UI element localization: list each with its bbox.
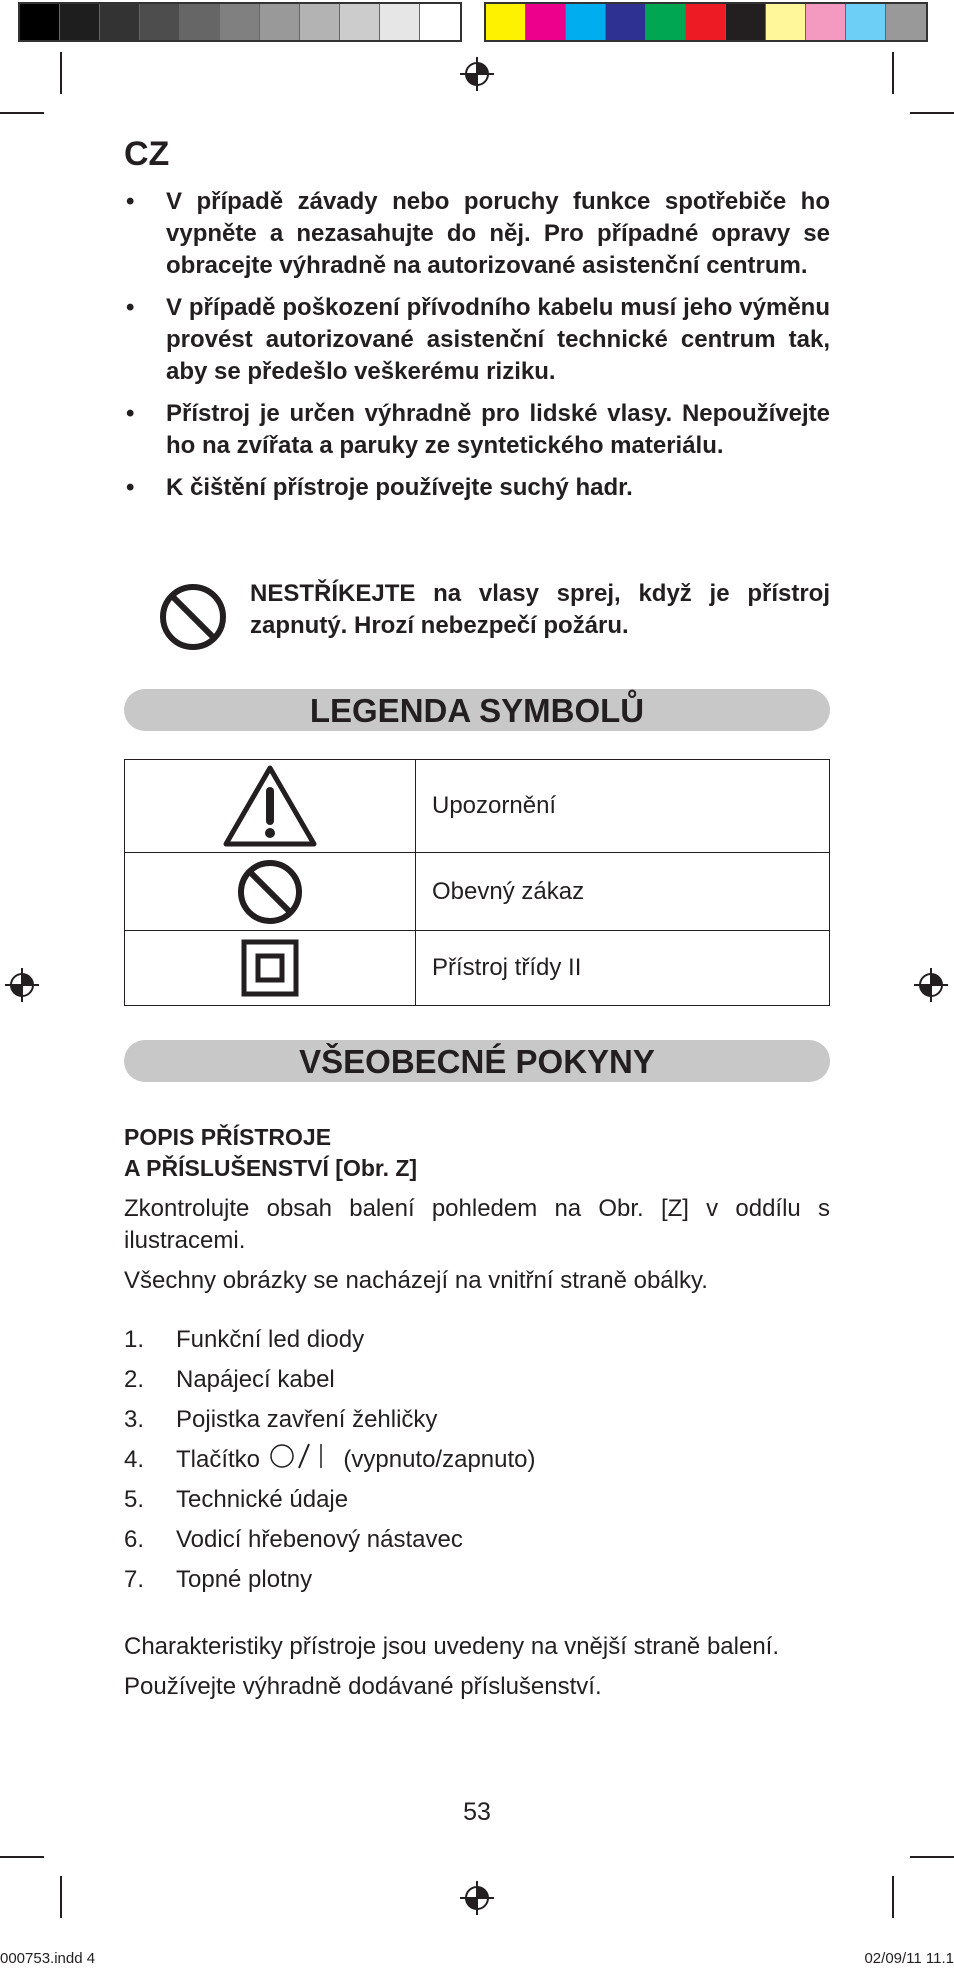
color-swatch — [220, 4, 260, 40]
color-swatch — [340, 4, 380, 40]
color-swatch — [60, 4, 100, 40]
list-item: • V případě závady nebo poruchy funkce spotřebiče ho vypněte a nezasahujte do něj. Pro případné opravy se obracejte výhradně na autorizované asistenční centrum. — [124, 186, 830, 282]
symbol-cell — [125, 760, 416, 853]
list-text: Pojistka zavření žehličky — [176, 1406, 438, 1433]
list-text — [176, 1440, 536, 1480]
color-swatch — [726, 4, 766, 40]
list-text: Topné plotny — [176, 1566, 313, 1593]
class-ii-double-square-icon — [241, 939, 299, 997]
list-text-before: Tlačítko — [176, 1446, 261, 1473]
list-text: Technické údaje — [176, 1486, 349, 1513]
intro-paragraph: Všechny obrázky se nacházejí na vnitřní straně obálky. — [124, 1267, 708, 1294]
list-text: Napájecí kabel — [176, 1366, 335, 1393]
crop-mark-bottom-left — [60, 1876, 62, 1918]
spray-warning — [158, 578, 830, 652]
parts-list — [124, 1320, 830, 1600]
list-item: • V případě poškození přívodního kabelu musí jeho výměnu provést autorizované asistenční technické centrum tak, aby se předešlo veškerému riziku. — [124, 292, 830, 388]
color-swatch — [100, 4, 140, 40]
subsection-heading-line: A PŘÍSLUŠENSTVÍ [Obr. Z] — [124, 1155, 418, 1181]
page-number: 53 — [463, 1798, 491, 1826]
language-code: CZ — [124, 135, 170, 173]
list-item: • Přístroj je určen výhradně pro lidské vlasy. Nepoužívejte ho na zvířata a paruky ze syntetického materiálu. — [124, 398, 830, 462]
registration-mark-icon — [913, 967, 949, 1003]
list-item — [124, 1560, 830, 1600]
color-swatch — [806, 4, 846, 40]
list-item: • K čištění přístroje používejte suchý hadr. — [124, 472, 830, 504]
warning-triangle-icon — [222, 763, 318, 849]
color-swatch — [526, 4, 566, 40]
list-number: 3. — [124, 1406, 145, 1433]
safety-bullet-list — [124, 186, 830, 514]
symbol-label: Obevný zákaz — [416, 853, 830, 931]
outro-paragraph: Charakteristiky přístroje jsou uvedeny na vnější straně balení. — [124, 1633, 779, 1660]
list-number: 1. — [124, 1326, 145, 1353]
registration-mark-icon — [459, 1880, 495, 1916]
symbol-label: Přístroj třídy II — [416, 931, 830, 1006]
color-swatch — [646, 4, 686, 40]
color-swatch — [566, 4, 606, 40]
list-item — [124, 1520, 830, 1560]
list-item — [124, 1480, 830, 1520]
subsection-heading-line: POPIS PŘÍSTROJE — [124, 1124, 332, 1150]
list-text: Vodicí hřebenový nástavec — [176, 1526, 463, 1553]
color-swatch — [300, 4, 340, 40]
section-heading-legend: LEGENDA SYMBOLŮ — [124, 689, 830, 731]
subsection-heading — [124, 1122, 417, 1184]
color-swatch — [20, 4, 60, 40]
list-text: Funkční led diody — [176, 1326, 365, 1353]
spray-warning-text: NESTŘÍKEJTE na vlasy sprej, když je přístroj zapnutý. Hrozí nebezpečí požáru. — [250, 580, 830, 639]
list-number: 4. — [124, 1446, 145, 1473]
color-swatch — [846, 4, 886, 40]
grayscale-color-bar — [18, 2, 462, 42]
color-swatch — [486, 4, 526, 40]
symbol-cell — [125, 931, 416, 1006]
list-number: 7. — [124, 1566, 145, 1593]
list-number: 5. — [124, 1486, 145, 1513]
symbol-cell — [125, 853, 416, 931]
color-swatch — [260, 4, 300, 40]
color-swatch — [180, 4, 220, 40]
symbol-legend-table — [124, 759, 830, 1006]
list-item — [124, 1360, 830, 1400]
list-text-after: (vypnuto/zapnuto) — [343, 1446, 536, 1473]
table-row — [125, 853, 830, 931]
crop-mark-left-bottom — [0, 1856, 44, 1858]
slug-date: 02/09/11 11.1 — [864, 1950, 954, 1967]
slug-file-name: 000753.indd 4 — [0, 1950, 96, 1967]
list-item — [124, 1320, 830, 1360]
crop-mark-left-top — [0, 112, 44, 114]
color-swatch — [140, 4, 180, 40]
crop-mark-top-right — [892, 52, 894, 94]
prohibition-icon — [236, 858, 304, 926]
crop-mark-right-top — [910, 112, 954, 114]
symbol-label: Upozornění — [416, 760, 830, 853]
prohibition-icon — [158, 582, 228, 652]
color-swatch — [606, 4, 646, 40]
outro-paragraph: Používejte výhradně dodávané příslušenství. — [124, 1673, 602, 1700]
registration-mark-icon — [4, 967, 40, 1003]
color-swatch — [686, 4, 726, 40]
color-swatch — [380, 4, 420, 40]
color-swatch — [886, 4, 926, 40]
table-row — [125, 931, 830, 1006]
crop-mark-right-bottom — [910, 1856, 954, 1858]
registration-mark-icon — [459, 56, 495, 92]
off-on-symbol-icon — [269, 1442, 333, 1470]
color-swatch — [420, 4, 460, 40]
table-row — [125, 760, 830, 853]
list-item — [124, 1440, 830, 1480]
crop-mark-top-left — [60, 52, 62, 94]
intro-paragraph: Zkontrolujte obsah balení pohledem na Obr. [Z] v oddílu s ilustracemi. — [124, 1195, 830, 1254]
color-swatch — [766, 4, 806, 40]
list-item — [124, 1400, 830, 1440]
section-heading-general: VŠEOBECNÉ POKYNY — [124, 1040, 830, 1082]
crop-mark-bottom-right — [892, 1876, 894, 1918]
list-number: 6. — [124, 1526, 145, 1553]
process-color-bar — [484, 2, 928, 42]
list-number: 2. — [124, 1366, 145, 1393]
